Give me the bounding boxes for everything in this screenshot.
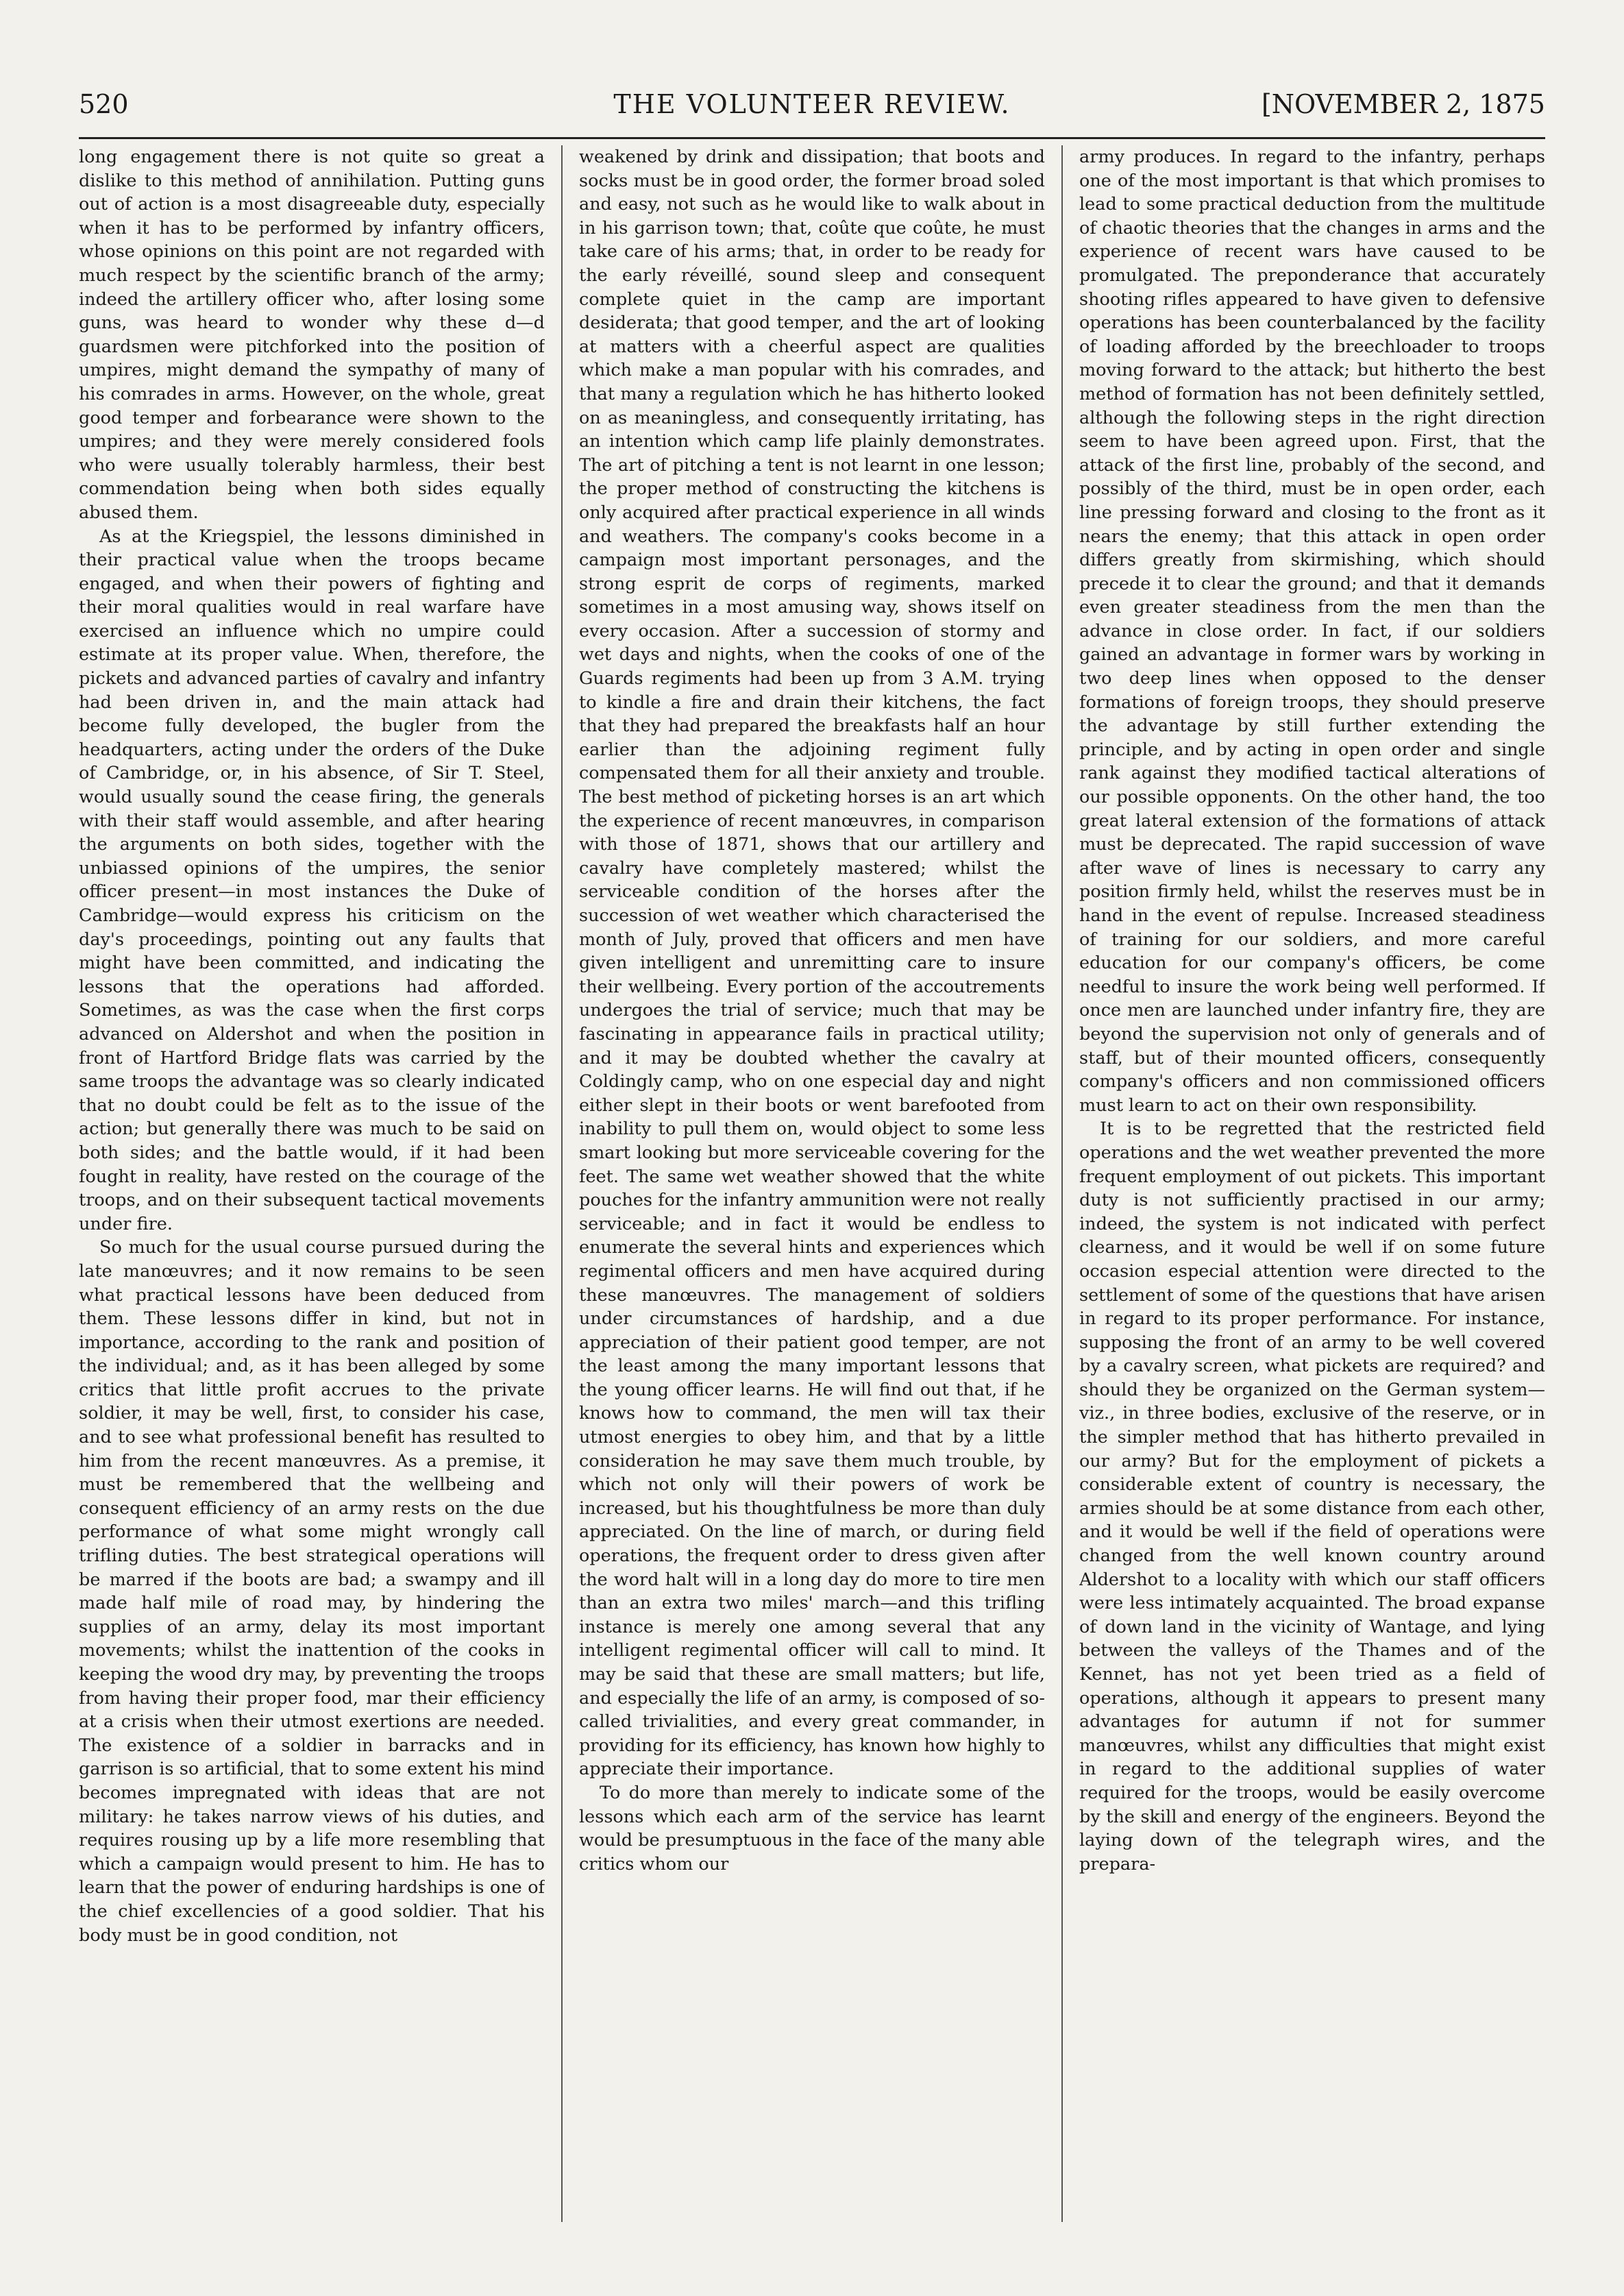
column-1 bbox=[79, 145, 545, 2222]
paragraph: So much for the usual course pursued during the late manœuvres; and it now remains to be seen what practical lessons have been deduced from them. These lessons differ in kind, but not in importance, according to the rank and position of the individual; and, as it has been alleged by some critics that little profit accrues to the private soldier, it may be well, first, to consider his case, and to see what professional benefit has resulted to him from the recent manœuvres. As a premise, it must be remembered that the wellbeing and consequent efficiency of an army rests on the due performance of what some might wrongly call trifling duties. The best strategical operations will be marred if the boots are bad; a swampy and ill made half mile of road may, by hindering the supplies of an army, delay its most important movements; whilst the inattention of the cooks in keeping the wood dry may, by preventing the troops from having their proper food, mar their efficiency at a crisis when their utmost exertions are needed. The existence of a soldier in barracks and in garrison is so artificial, that to some extent his mind becomes impregnated with ideas that are not military: he takes narrow views of his duties, and requires rousing up by a life more resembling that which a campaign would present to him. He has to learn that the power of enduring hardships is one of the chief excellencies of a good soldier. That his body must be in good condition, not bbox=[79, 1237, 545, 1946]
publication-title: THE VOLUNTEER REVIEW. bbox=[613, 89, 1011, 119]
paragraph: long engagement there is not quite so great a dislike to this method of annihilation. Putting guns out of action is a most disagreeable duty, especially when it has to be performed by infantry officers, whose opinions on this point are not regarded with much respect by the scientific branch of the army; indeed the artillery officer who, after losing some guns, was heard to wonder why these d—d guardsmen were pitchforked into the position of umpires, might demand the sympathy of many of his comrades in arms. However, on the whole, great good temper and forbearance were shown to the umpires; and they were merely considered fools who were usually tolerably harmless, their best commendation being when both sides equally abused them. bbox=[79, 147, 545, 523]
column-3 bbox=[1079, 145, 1545, 2222]
article-columns bbox=[79, 145, 1545, 2222]
paragraph: As at the Kriegspiel, the lessons diminished in their practical value when the troops became engaged, and when their powers of fighting and their moral qualities would in real warfare have exercised an influence which no umpire could estimate at its proper value. When, therefore, the pickets and advanced parties of cavalry and infantry had been driven in, and the main attack had become fully developed, the bugler from the headquarters, acting under the orders of the Duke of Cambridge, or, in his absence, of Sir T. Steel, would usually sound the cease firing, the generals with their staff would assemble, and after hearing the arguments on both sides, together with the unbiassed opinions of the umpires, the senior officer present—in most instances the Duke of Cambridge—would express his criticism on the day's proceedings, pointing out any faults that might have been committed, and indicating the lessons that the operations had afforded. Sometimes, as was the case when the first corps advanced on Aldershot and when the position in front of Hartford Bridge flats was carried by the same troops the advantage was so clearly indicated that no doubt could be felt as to the issue of the action; but generally there was much to be said on both sides; and the battle would, if it had been fought in reality, have rested on the courage of the troops, and on their subsequent tactical movements under fire. bbox=[79, 526, 545, 1234]
page-header bbox=[79, 89, 1545, 130]
paragraph: army produces. In regard to the infantry, perhaps one of the most important is that which promises to lead to some practical deduction from the multitude of chaotic theories that the changes in arms and the experience of recent wars have caused to be promulgated. The preponderance that accurately shooting rifles appeared to have given to defensive operations has been counterbalanced by the facility of loading afforded by the breechloader to troops moving forward to the attack; but hitherto the best method of formation has not been definitely settled, although the following steps in the right direction seem to have been agreed upon. First, that the attack of the first line, probably of the second, and possibly of the third, must be in open order, each line pressing forward and closing to the front as it nears the enemy; that this attack in open order differs greatly from skirmishing, which should precede it to clear the ground; and that it demands even greater steadiness from the men than the advance in close order. In fact, if our soldiers gained an advantage in former wars by working in two deep lines when opposed to the denser formations of foreign troops, they should preserve the advantage by still further extending the principle, and by acting in open order and single rank against they modified tactical alterations of our possible opponents. On the other hand, the too great lateral extension of the formations of attack must be deprecated. The rapid succession of wave after wave of lines is necessary to carry any position firmly held, whilst the reserves must be in hand in the event of repulse. Increased steadiness of training for our soldiers, and more careful education for our company's officers, be come needful to insure the work being well performed. If once men are launched under infantry fire, they are beyond the supervision not only of generals and of staff, but of their mounted officers, consequently company's officers and non commissioned officers must learn to act on their own responsibility. bbox=[1079, 147, 1545, 1116]
paragraph: It is to be regretted that the restricted field operations and the wet weather prevented the more frequent employment of out pickets. This important duty is not sufficiently practised in our army; indeed, the system is not indicated with perfect clearness, and it would be well if on some future occasion especial attention were directed to the settlement of some of the questions that have arisen in regard to its proper performance. For instance, supposing the front of an army to be well covered by a cavalry screen, what pickets are required? and should they be organized on the German system—viz., in three bodies, exclusive of the reserve, or in the simpler method that has hitherto prevailed in our army? But for the employment of pickets a considerable extent of country is necessary, the armies should be at some distance from each other, and it would be well if the field of operations were changed from the well known country around Aldershot to a locality with which our staff officers were less intimately acquainted. The broad expanse of down land in the vicinity of Wantage, and lying between the valleys of the Thames and of the Kennet, has not yet been tried as a field of operations, although it appears to present many advantages for autumn if not for summer manœuvres, whilst any difficulties that might exist in regard to the additional supplies of water required for the troops, would be easily overcome by the skill and energy of the engineers. Beyond the laying down of the telegraph wires, and the prepara- bbox=[1079, 1119, 1545, 1874]
header-rule bbox=[79, 137, 1545, 139]
column-2 bbox=[579, 145, 1045, 2222]
column-divider bbox=[1061, 145, 1063, 2222]
issue-date: [NOVEMBER 2, 1875 bbox=[1261, 89, 1545, 119]
page-number: 520 bbox=[79, 89, 129, 119]
paragraph: weakened by drink and dissipation; that boots and socks must be in good order, the former broad soled and easy, not such as he would like to walk about in in his garrison town; that, coûte que coûte, he must take care of his arms; that, in order to be ready for the early réveillé, sound sleep and consequent complete quiet in the camp are important desiderata; that good temper, and the art of looking at matters with a cheerful aspect are qualities which make a man popular with his comrades, and that many a regulation which he has hitherto looked on as meaningless, and consequently irritating, has an intention which camp life plainly demonstrates. The art of pitching a tent is not learnt in one lesson; the proper method of constructing the kitchens is only acquired after practical experience in all winds and weathers. The company's cooks become in a campaign most important personages, and the strong esprit de corps of regiments, marked sometimes in a most amusing way, shows itself on every occasion. After a succession of stormy and wet days and nights, when the cooks of one of the Guards regiments had been up from 3 A.M. trying to kindle a fire and drain their kitchens, the fact that they had prepared the breakfasts half an hour earlier than the adjoining regiment fully compensated them for all their anxiety and trouble. The best method of picketing horses is an art which the experience of recent manœuvres, in comparison with those of 1871, shows that our artillery and cavalry have completely mastered; whilst the serviceable condition of the horses after the succession of wet weather which characterised the month of July, proved that officers and men have given intelligent and unremitting care to insure their wellbeing. Every portion of the accoutrements undergoes the trial of service; much that may be fascinating in appearance fails in practical utility; and it may be doubted whether the cavalry at Coldingly camp, who on one especial day and night either slept in their boots or went barefooted from inability to pull them on, would object to some less smart looking but more serviceable covering for the feet. The same wet weather showed that the white pouches for the infantry ammunition were not really serviceable; and in fact it would be endless to enumerate the several hints and experiences which regimental officers and men have acquired during these manœuvres. The management of soldiers under circumstances of hardship, and a due appreciation of their patient good temper, are not the least among the many important lessons that the young officer learns. He will find out that, if he knows how to command, the men will tax their utmost energies to obey him, and that by a little consideration he may save them much trouble, by which not only will their powers of work be increased, but his thoughtfulness be more than duly appreciated. On the line of march, or during field operations, the frequent order to dress given after the word halt will in a long day do more to tire men than an extra two miles' march—and this trifling instance is merely one among several that any intelligent regimental officer will call to mind. It may be said that these are small matters; but life, and especially the life of an army, is composed of so-called trivialities, and every great commander, in providing for its efficiency, has known how highly to appreciate their importance. bbox=[579, 147, 1045, 1780]
column-divider bbox=[561, 145, 563, 2222]
paragraph: To do more than merely to indicate some of the lessons which each arm of the service has learnt would be presumptuous in the face of the many able critics whom our bbox=[579, 1782, 1045, 1874]
